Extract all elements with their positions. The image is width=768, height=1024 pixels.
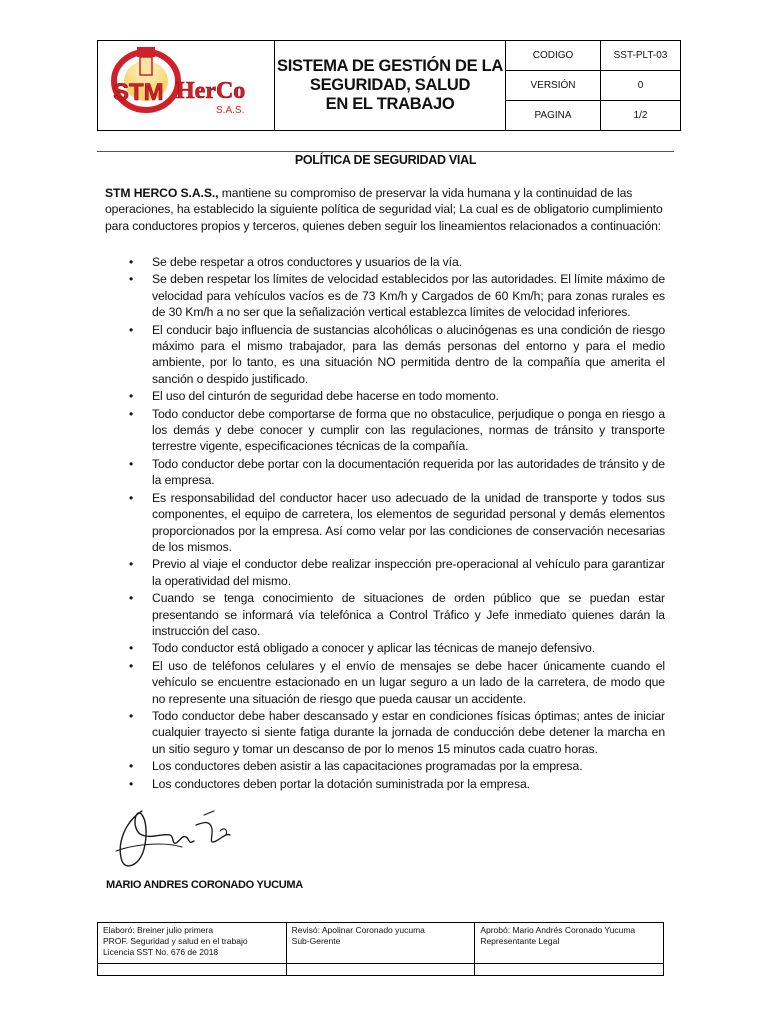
code-label: CODIGO bbox=[506, 41, 601, 71]
intro-company: STM HERCO S.A.S., bbox=[105, 186, 219, 200]
version-label: VERSIÓN bbox=[506, 71, 601, 101]
policy-item: • Se debe respetar a otros conductores y usuarios de la vía. bbox=[107, 254, 665, 270]
logo-text-main: STM bbox=[113, 79, 164, 106]
policy-item: • Los conductores deben asistir a las capacitaciones programadas por la empresa. bbox=[107, 758, 665, 774]
title-line-1: SISTEMA DE GESTIÓN DE LA bbox=[277, 57, 503, 75]
aprobo-line: Representante Legal bbox=[480, 936, 560, 946]
blank-cell bbox=[286, 964, 475, 976]
company-logo bbox=[98, 41, 274, 125]
logo-text-brand: HerCo bbox=[176, 78, 246, 104]
elaboro-line: Elaboró: Breiner julio primera bbox=[103, 925, 214, 935]
blank-cell bbox=[98, 964, 287, 976]
page-value: 1/2 bbox=[601, 101, 681, 131]
aprobo-cell bbox=[475, 923, 664, 964]
policy-item: • Se deben respetar los límites de velocidad establecidos por las autoridades. El límite máximo de velocidad para vehículos vacíos es de 73 Km/h y Cargados de 60 Km/h; para zonas rurales es de 30 Km/h a no ser que la señalización vertical establezca límites de velocidad inferiores. bbox=[107, 271, 665, 320]
handwritten-signature bbox=[112, 805, 237, 875]
elaboro-cell bbox=[98, 923, 287, 964]
intro-paragraph bbox=[105, 185, 665, 234]
policy-item: • Cuando se tenga conocimiento de situaciones de orden público que se puedan estar presentando se informará vía telefónica a Control Tráfico y Jefe inmediato quienes darán la instrucción del caso. bbox=[107, 590, 665, 639]
reviso-line: Sub-Gerente bbox=[291, 936, 341, 946]
policy-item: • Todo conductor debe portar con la documentación requerida por las autoridades de tránsito y de la empresa. bbox=[107, 456, 665, 489]
policy-item: • El conducir bajo influencia de sustancias alcohólicas o alucinógenas es una condición de riesgo máximo para el mismo trabajador, para las demás personas del entorno y para el medio ambiente, por lo tanto, es una situación NO permitida dentro de la compañía que amerita el sanción o despido justificado. bbox=[107, 322, 665, 388]
policy-item: • El uso de teléfonos celulares y el envío de mensajes se debe hacer únicamente cuando el vehículo se encuentre estacionado en un lugar seguro a un lado de la carretera, de modo que no represente una situación de riesgo que pueda causar un accidente. bbox=[107, 658, 665, 707]
policy-item: • Es responsabilidad del conductor hacer uso adecuado de la unidad de transporte y todos sus componentes, el equipo de carretera, los elementos de seguridad personal y demás elementos proporcionados por la empresa. Así como velar por las condiciones de conservación necesarias de los mismos. bbox=[107, 490, 665, 556]
system-title bbox=[275, 41, 506, 131]
reviso-line: Revisó: Apolinar Coronado yucuma bbox=[291, 925, 425, 935]
approval-table bbox=[97, 922, 664, 976]
title-line-2: SEGURIDAD, SALUD bbox=[309, 76, 471, 94]
elaboro-line: Licencia SST No. 676 de 2018 bbox=[103, 947, 219, 957]
policy-item: • Los conductores deben portar la dotación suministrada por la empresa. bbox=[107, 776, 665, 792]
policy-heading: POLÍTICA DE SEGURIDAD VIAL bbox=[294, 153, 477, 167]
logo-cell bbox=[98, 41, 275, 131]
blank-cell bbox=[475, 964, 664, 976]
intro-text: mantiene su compromiso de preservar la vida humana y la continuidad de las operaciones, ha establecido la siguiente política de seguridad vial; La cual es de obligatorio cumplimiento para conductores propios y terceros, quienes deben seguir los lineamientos relacionados a continuación: bbox=[105, 186, 663, 233]
policy-item: • Todo conductor debe haber descansado y estar en condiciones físicas óptimas; antes de iniciar cualquier trayecto si siente fatiga durante la jornada de conducción debe detener la marcha en un sitio seguro y tomar un descanso de por lo menos 15 minutos cada cuatro horas. bbox=[107, 708, 665, 757]
signer-name: MARIO ANDRES CORONADO YUCUMA bbox=[106, 879, 303, 891]
policy-list bbox=[107, 254, 665, 793]
policy-item: • Todo conductor está obligado a conocer y aplicar las técnicas de manejo defensivo. bbox=[107, 640, 665, 656]
title-line-3: EN EL TRABAJO bbox=[325, 95, 455, 113]
aprobo-line: Aprobó: Mario Andrés Coronado Yucuma bbox=[480, 925, 636, 935]
version-value: 0 bbox=[601, 71, 681, 101]
heading-divider bbox=[97, 151, 674, 152]
policy-item: • El uso del cinturón de seguridad debe hacerse en todo momento. bbox=[107, 388, 665, 404]
logo-text-suffix: S.A.S. bbox=[216, 105, 245, 116]
policy-item: • Previo al viaje el conductor debe realizar inspección pre-operacional al vehículo para garantizar la operatividad del mismo. bbox=[107, 556, 665, 589]
code-value: SST-PLT-03 bbox=[601, 41, 681, 71]
policy-item: • Todo conductor debe comportarse de forma que no obstaculice, perjudique o ponga en riesgo a los demás y debe conocer y cumplir con las regulaciones, normas de tránsito y transporte terrestre vigente, especificaciones técnicas de la compañía. bbox=[107, 406, 665, 455]
document-header bbox=[97, 40, 681, 131]
page-label: PAGINA bbox=[506, 101, 601, 131]
elaboro-line: PROF. Seguridad y salud en el trabajo bbox=[103, 936, 248, 946]
reviso-cell bbox=[286, 923, 475, 964]
